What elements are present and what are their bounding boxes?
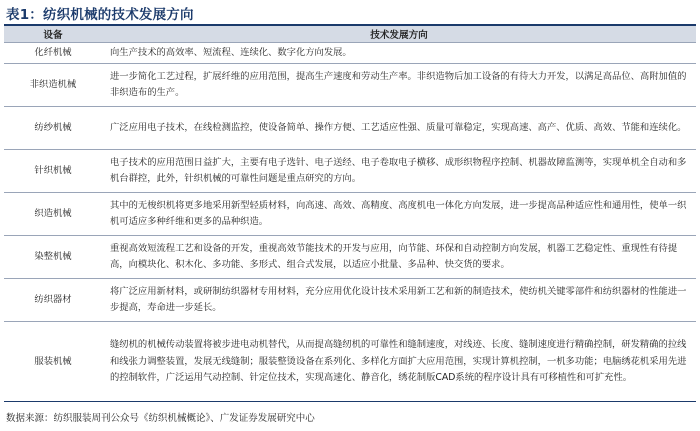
table-row: [4, 43, 696, 64]
direction-cell: 其中的无梭织机将更多地采用新型轻质材料，向高速、高效、高精度、高度机电一体化方向发展，进一步提高品种适应性和通用性，使单一织机可适应多种纤维和更多的品种织造。: [102, 193, 696, 236]
direction-cell: 向生产技术的高效率、短流程、连续化、数字化方向发展。: [102, 43, 696, 64]
direction-cell: 缝纫机的机械传动装置将被步进电动机替代，从而提高缝纫机的可靠性和缝制速度，对线迹、长度、缝制速度进行精确控制，研发精确的拉线和线张力调整装置，发展无线缝制；服装整烫设备在系列化、多样化方面扩大应用范围，实现计算机控制，一机多功能；电脑绣花机采用先进的控制软件，广泛运用气动控制、针定位技术，实现高速化、静音化，绣花制版CAD系统的程序设计具有可移植性和可扩充性。: [102, 322, 696, 402]
equipment-cell: 纺织器材: [4, 279, 102, 322]
data-source-note: 数据来源：纺织服装周刊公众号《纺织机械概论》、广发证券发展研究中心: [6, 413, 315, 424]
equipment-cell: 非织造机械: [4, 64, 102, 107]
equipment-cell: 染整机械: [4, 236, 102, 279]
equipment-cell: 服装机械: [4, 322, 102, 402]
equipment-cell: 织造机械: [4, 193, 102, 236]
table-title: 表1：纺织机械的技术发展方向: [6, 7, 194, 23]
table-row: [4, 279, 696, 322]
table-row: [4, 107, 696, 150]
equipment-cell: 纺纱机械: [4, 107, 102, 150]
equipment-cell: 化纤机械: [4, 43, 102, 64]
table-row: [4, 236, 696, 279]
table-row: [4, 322, 696, 402]
table-row: [4, 193, 696, 236]
direction-cell: 进一步简化工艺过程，扩展纤维的应用范围，提高生产速度和劳动生产率。非织造物后加工设备的有待大力开发，以满足高品位、高附加值的非织造布的生产。: [102, 64, 696, 107]
equipment-cell: 针织机械: [4, 150, 102, 193]
direction-cell: 重视高效短流程工艺和设备的开发，重视高效节能技术的开发与应用，向节能、环保和自动控制方向发展，机器工艺稳定性、重现性有待提高，向模块化、积木化、多功能、多形式、组合式发展，以适应小批量、多品种、快交货的要求。: [102, 236, 696, 279]
direction-cell: 电子技术的应用范围日益扩大，主要有电子选针、电子送经、电子卷取电子横移、成形织物程序控制、机器故障监测等，实现单机全自动和多机台群控，此外，针织机械的可靠性问题是重点研究的方向。: [102, 150, 696, 193]
table-row: [4, 150, 696, 193]
table-row: [4, 64, 696, 107]
table-header-row: [4, 26, 696, 43]
header-equipment: 设备: [4, 26, 102, 43]
header-direction: 技术发展方向: [102, 26, 696, 43]
tech-direction-table: [4, 26, 696, 402]
direction-cell: 将广泛应用新材料，或研制纺织器材专用材料，充分应用优化设计技术采用新工艺和新的制造技术，使纺机关键零部件和纺织器材的性能进一步提高，寿命进一步延长。: [102, 279, 696, 322]
direction-cell: 广泛应用电子技术，在线检测监控，使设备简单、操作方便、工艺适应性强、质量可靠稳定，实现高速、高产、优质、高效、节能和连续化。: [102, 107, 696, 150]
